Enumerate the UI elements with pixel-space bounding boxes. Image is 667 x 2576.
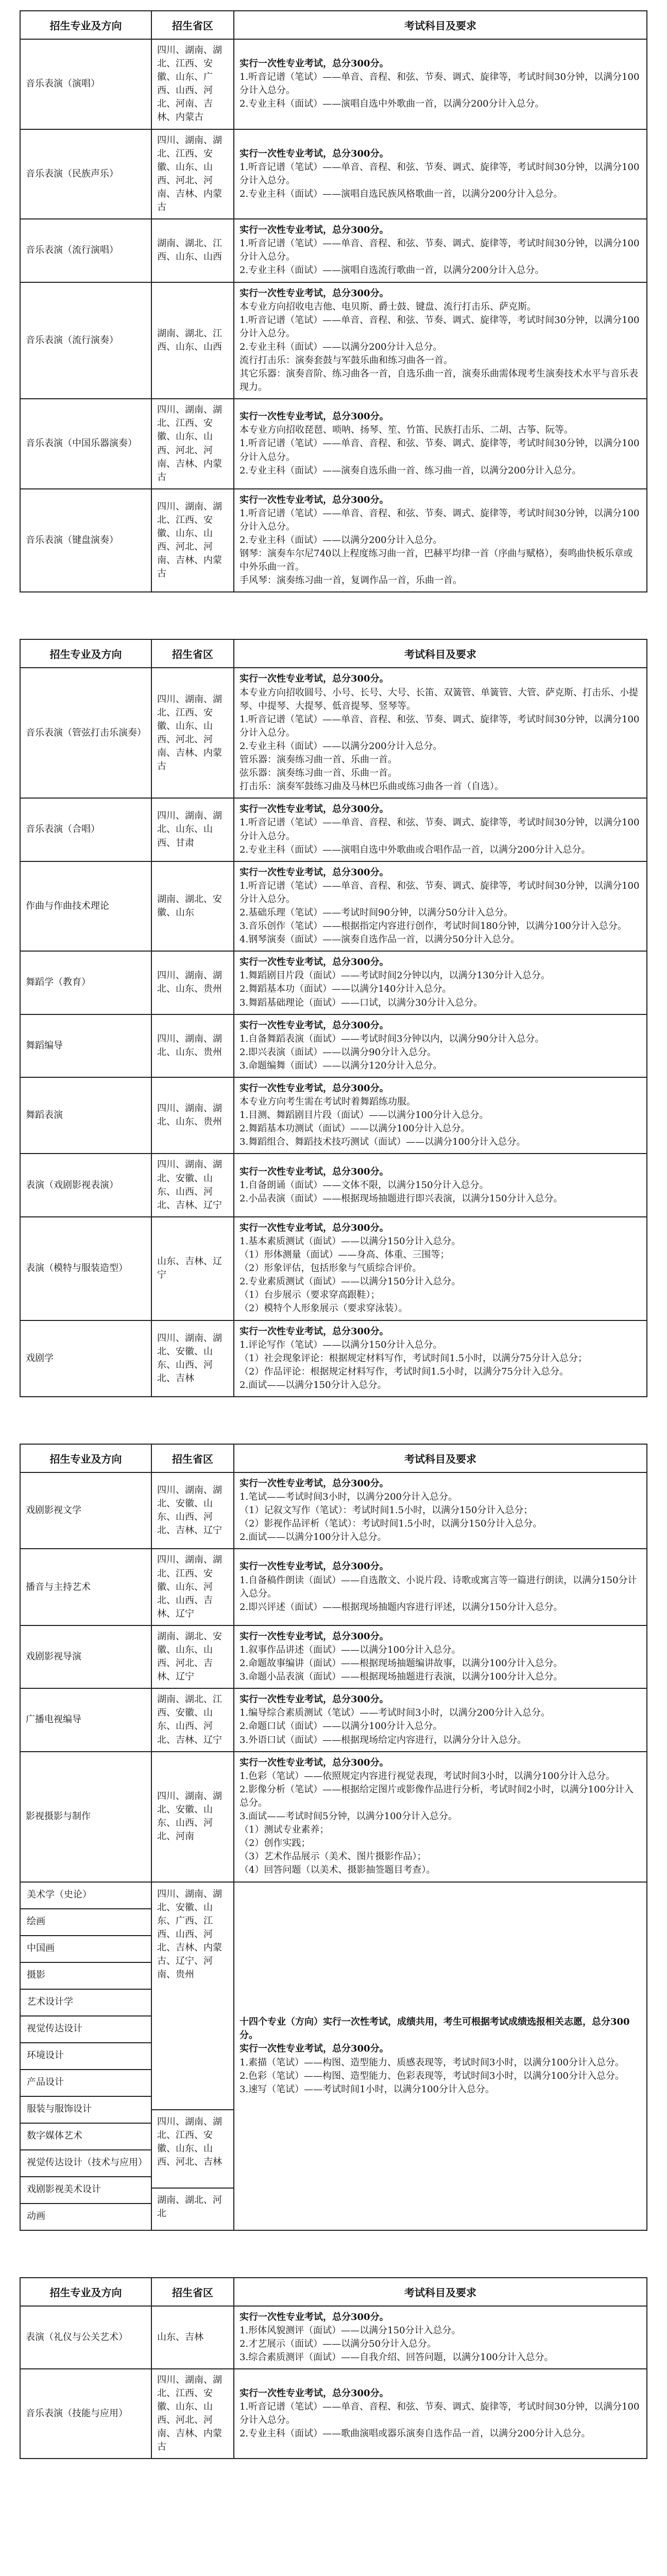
requirements-cell <box>234 489 647 592</box>
header-row <box>20 11 647 39</box>
major-cell: 动画 <box>20 2204 151 2230</box>
requirement-line: 2.即兴表演（面试）——以满分90分计入总分。 <box>240 1046 437 1058</box>
provinces-cell: 湖南、湖北、江西、山东、山西 <box>151 282 234 399</box>
provinces-cell: 山东、吉林、辽宁 <box>151 1217 234 1320</box>
requirement-line: 2.基础乐理（笔试）——考试时间90分钟，以满分50分计入总分。 <box>240 907 513 918</box>
requirement-line: 实行一次性专业考试，总分300分。 <box>240 1631 389 1642</box>
major-cell: 艺术设计学 <box>20 1989 151 2016</box>
requirements-cell <box>234 282 647 399</box>
provinces-cell: 四川、湖南、湖北、江西、安徽、山东、山西、河北、河南、吉林、内蒙古 <box>151 668 234 798</box>
requirements-cell <box>234 1077 647 1154</box>
requirement-line: 流行打击乐：演奏套鼓与军鼓乐曲和练习曲各一首。 <box>240 354 453 366</box>
requirement-line: 2.专业主科（面试）——以满分200分计入总分。 <box>240 341 442 352</box>
requirement-line: 其它乐器：演奏音阶、练习曲各一首，自选乐曲一首，演奏乐曲需体现考生演奏技术水平与音乐表现力。 <box>240 368 638 393</box>
requirement-line: 2.专业主科（面试）——以满分200分计入总分。 <box>240 535 442 546</box>
table-row <box>20 951 647 1014</box>
table-row <box>20 39 647 129</box>
requirement-line: 2.专业主科（面试）——演唱自选流行歌曲一首，以满分200分计入总分。 <box>240 265 544 276</box>
major-cell: 表演（模特与服装造型） <box>20 1217 151 1320</box>
table-row <box>20 282 647 399</box>
major-cell: 戏剧影视文学 <box>20 1472 151 1549</box>
major-cell: 音乐表演（管弦打击乐演奏） <box>20 668 151 798</box>
table-row <box>20 668 647 798</box>
major-cell: 影视摄影与制作 <box>20 1752 151 1882</box>
provinces-cell: 四川、湖南、湖北、江西、安徽、山东、河北、山西、吉林、辽宁 <box>151 1549 234 1625</box>
requirement-line: 2.专业主科（面试）——演唱自选中外歌曲或合唱作品一首，以满分200分计入总分。 <box>240 844 591 855</box>
requirements-cell <box>234 219 647 282</box>
requirement-line: 2.色彩（笔试）——构图、造型能力、色彩表现等，考试时间3小时，以满分100分计入总分。 <box>240 2070 624 2081</box>
major-cell: 数字媒体艺术 <box>20 2123 151 2150</box>
major-cell: 音乐表演（民族声乐） <box>20 129 151 219</box>
requirement-line: 实行一次性专业考试，总分300分。 <box>240 673 389 685</box>
requirement-line: 本专业方向招收琵琶、唢呐、扬琴、笙、竹笛、民族打击乐、二胡、古筝、阮等。 <box>240 425 573 436</box>
major-cell: 音乐表演（技能与应用） <box>20 2369 151 2459</box>
requirement-line: 1.基本素质测试（面试）——以满分150分计入总分。 <box>240 1235 461 1247</box>
requirement-line: 2.影像分析（笔试）——根据给定图片或影像作品进行分析，考试时间2小时，以满分100分计入总分。 <box>240 1784 634 1808</box>
requirement-line: 1.听音记谱（笔试）——单音、音程、和弦、节奏、调式、旋律等，考试时间30分钟，以满分100分计入总分。 <box>240 507 640 532</box>
requirement-line: 实行一次性专业考试，总分300分。 <box>240 1083 389 1094</box>
provinces-cell: 四川、湖南、湖北、山东、山西、甘肃 <box>151 798 234 861</box>
requirement-line: 1.舞蹈剧目片段（面试）——考试时间2分钟以内，以满分130分计入总分。 <box>240 970 550 981</box>
requirement-line: 3.命题编舞（面试）——以满分120分计入总分。 <box>240 1060 442 1071</box>
requirement-line: 实行一次性专业考试，总分300分。 <box>240 494 389 505</box>
provinces-cell: 四川、湖南、湖北、江西、安徽、山东、山西、河北、河南、吉林、内蒙古 <box>151 129 234 219</box>
requirement-line: 本专业方向招收电吉他、电贝斯、爵士鼓、键盘、流行打击乐、萨克斯。 <box>240 301 536 312</box>
column-header-provinces: 招生省区 <box>151 639 234 668</box>
requirement-line: 实行一次性专业考试，总分300分。 <box>240 1694 389 1705</box>
provinces-block: 四川、湖南、湖北、安徽、山东、广西、江西、山西、河北、吉林、内蒙古、辽宁、河南、贵州 <box>152 1883 233 2110</box>
requirement-line: （2）作品评论：根据规定材料写作，考试时间1.5小时，以满分75分计入总分。 <box>240 1366 569 1377</box>
requirement-line: 十四个专业（方向）实行一次性考试，成绩共用，考生可根据考试成绩选报相关志愿，总分300分。 <box>240 2016 630 2041</box>
provinces-cell: 四川、湖南、湖北、山东、贵州 <box>151 1077 234 1154</box>
requirement-line: 2.才艺展示（面试）——以满分50分计入总分。 <box>240 2338 437 2349</box>
admission-table <box>20 2277 647 2460</box>
requirement-line: 2.小品表演（面试）——根据现场抽题进行即兴表演，以满分150分计入总分。 <box>240 1193 563 1204</box>
requirement-line: 1.听音记谱（笔试）——单音、音程、和弦、节奏、调式、旋律等，考试时间30分钟，以满分100分计入总分。 <box>240 880 640 905</box>
header-row <box>20 1444 647 1472</box>
provinces-cell: 山东、吉林 <box>151 2306 234 2369</box>
column-header-major: 招生专业及方向 <box>20 2278 151 2306</box>
requirement-line: （2）模特个人形象展示（要求穿泳装）。 <box>240 1303 408 1314</box>
requirement-line: 1.素描（笔试）——构图、造型能力、质感表现等，考试时间3小时，以满分100分计入总分。 <box>240 2057 624 2068</box>
requirements-cell <box>234 1688 647 1751</box>
requirement-line: （2）创作实践； <box>240 1838 311 1849</box>
requirement-line: 1.听音记谱（笔试）——单音、音程、和弦、节奏、调式、旋律等，考试时间30分钟，以满分100分计入总分。 <box>240 161 640 186</box>
major-cell: 舞蹈表演 <box>20 1077 151 1154</box>
requirement-line: 实行一次性专业考试，总分300分。 <box>240 2043 389 2055</box>
column-header-requirements: 考试科目及要求 <box>234 1444 647 1472</box>
provinces-cell: 四川、湖南、湖北、山东、贵州 <box>151 1014 234 1077</box>
table-row <box>20 489 647 592</box>
requirement-line: 1.听音记谱（笔试）——单音、音程、和弦、节奏、调式、旋律等，考试时间30分钟，以满分100分计入总分。 <box>240 438 640 463</box>
requirement-line: 2.舞蹈基本功测试（面试）——以满分100分计入总分。 <box>240 1123 470 1134</box>
major-cell: 视觉传达设计（技术与应用） <box>20 2150 151 2177</box>
requirements-cell <box>234 951 647 1014</box>
provinces-block: 湖南、湖北、河北 <box>157 2194 222 2219</box>
requirement-line: 实行一次性专业考试，总分300分。 <box>240 1478 389 1489</box>
table-row <box>20 2369 647 2459</box>
requirement-line: 1.听音记谱（笔试）——单音、音程、和弦、节奏、调式、旋律等，考试时间30分钟，以满分100分计入总分。 <box>240 2401 640 2426</box>
requirement-line: （1）形体测量（面试）——身高、体重、三围等； <box>240 1249 450 1261</box>
table-row <box>20 1014 647 1077</box>
requirements-cell <box>234 1154 647 1216</box>
requirement-line: 实行一次性专业考试，总分300分。 <box>240 957 389 968</box>
major-cell: 表演（礼仪与公关艺术） <box>20 2306 151 2369</box>
requirements-cell <box>234 798 647 861</box>
provinces-cell: 四川、湖南、湖北、山东、贵州 <box>151 951 234 1014</box>
requirement-line: 2.命题口试（面试）——以满分100分计入总分。 <box>240 1721 442 1732</box>
table-row <box>20 798 647 861</box>
table-row <box>20 1752 647 1882</box>
requirement-line: （1）记叙文写作（笔试）：考试时间1.5小时，以满分150分计入总分； <box>240 1505 533 1516</box>
major-cell: 表演（戏剧影视表演） <box>20 1154 151 1216</box>
requirement-line: 3.外语口试（面试）——根据现场给定内容进行，以满分分计入总分。 <box>240 1734 527 1745</box>
requirement-line: 2.命题故事编讲（面试）——根据现场抽题编讲故事，以满分100分计入总分。 <box>240 1658 563 1669</box>
requirement-line: 实行一次性专业考试，总分300分。 <box>240 1020 389 1031</box>
provinces-block: 四川、湖南、湖北、江西、安徽、山东、山西、河北、吉林 <box>152 2110 233 2189</box>
requirement-line: 2.专业主科（面试）——演奏自选乐曲一首、练习曲一首，以满分200分计入总分。 <box>240 465 582 476</box>
requirement-line: 3.面试——考试时间5分钟，以满分100分计入总分。 <box>240 1811 457 1822</box>
requirements-cell <box>234 1625 647 1688</box>
requirement-line: 1.叙事作品讲述（面试）——以满分100分计入总分。 <box>240 1645 461 1655</box>
provinces-cell: 湖南、湖北、安徽、山东、山西、河北、吉林、辽宁 <box>151 1625 234 1688</box>
provinces-cell: 四川、湖南、湖北、安徽、山东、山西、河北、吉林 <box>151 1320 234 1397</box>
requirement-line: 2.专业主科（面试）——演唱自选民族风格歌曲一首，以满分200分计入总分。 <box>240 188 563 199</box>
provinces-cell: 四川、湖南、湖北、安徽、山东、山西、河北、吉林、辽宁 <box>151 1472 234 1549</box>
provinces-cell: 四川、湖南、湖北、江西、安徽、山东、山西、河北、河南、吉林、内蒙古 <box>151 489 234 592</box>
major-cell: 舞蹈编导 <box>20 1014 151 1077</box>
requirements-cell <box>234 1472 647 1549</box>
table-row <box>20 219 647 282</box>
requirement-line: （1）台步展示（要求穿高跟鞋）； <box>240 1290 380 1301</box>
requirement-line: 打击乐：演奏军鼓练习曲及马林巴乐曲或练习曲各一首（自选）。 <box>240 781 504 792</box>
requirement-line: 实行一次性专业考试，总分300分。 <box>240 58 389 70</box>
requirement-line: 管乐器：演奏练习曲一首、乐曲一首。 <box>240 754 397 766</box>
requirement-line: 1.目测、舞蹈剧目片段（面试）——以满分100分计入总分。 <box>240 1110 489 1121</box>
requirement-line: 2.即兴评述（面试）——根据现场抽题内容进行评述，以满分150分计入总分。 <box>240 1601 563 1613</box>
column-header-major: 招生专业及方向 <box>20 1444 151 1472</box>
requirement-line: 实行一次性专业考试，总分300分。 <box>240 804 389 815</box>
major-cell: 戏剧学 <box>20 1320 151 1397</box>
major-cell: 视觉传达设计 <box>20 2016 151 2043</box>
requirement-line: 实行一次性专业考试，总分300分。 <box>240 1166 389 1177</box>
major-cell: 戏剧影视导演 <box>20 1625 151 1688</box>
requirements-cell <box>234 1014 647 1077</box>
header-row <box>20 639 647 668</box>
major-cell: 作曲与作曲技术理论 <box>20 861 151 952</box>
requirements-cell <box>234 1549 647 1625</box>
provinces-cell: 四川、湖南、湖北、安徽、山东、山西、河北、吉林、辽宁 <box>151 1154 234 1216</box>
provinces-cell: 湖南、湖北、江西、山东、山西 <box>151 219 234 282</box>
requirement-line: 实行一次性专业考试，总分300分。 <box>240 1757 389 1768</box>
requirements-cell <box>234 399 647 489</box>
provinces-cell: 四川、湖南、湖北、江西、安徽、山东、山西、河北、河南、吉林、内蒙古 <box>151 399 234 489</box>
table-row <box>20 2306 647 2369</box>
column-header-requirements: 考试科目及要求 <box>234 2278 647 2306</box>
requirement-line: （4）回答问题（以美术、摄影抽签题目考查）。 <box>240 1865 436 1876</box>
table-row <box>20 1882 647 1909</box>
major-cell: 音乐表演（键盘演奏） <box>20 489 151 592</box>
requirements-cell <box>234 2369 647 2459</box>
major-cell: 环境设计 <box>20 2043 151 2070</box>
requirement-line: 本专业方向招收圆号、小号、长号、大号、长笛、双簧管、单簧管、大管、萨克斯、打击乐、小提琴、中提琴、大提琴、低音提琴、竖琴等。 <box>240 687 638 711</box>
requirement-line: 3.舞蹈基础理论（面试）——口试，以满分30分计入总分。 <box>240 997 483 1008</box>
requirement-line: 2.面试——以满分150分计入总分。 <box>240 1379 387 1391</box>
requirement-line: 1.形体风貌测评（面试）——以满分150分计入总分。 <box>240 2325 461 2336</box>
table-row <box>20 399 647 489</box>
column-header-provinces: 招生省区 <box>151 1444 234 1472</box>
requirements-cell <box>234 2306 647 2369</box>
requirement-line: 4.钢琴演奏（面试）——演奏自选作品一首，以满分50分计入总分。 <box>240 934 520 945</box>
column-header-requirements: 考试科目及要求 <box>234 11 647 39</box>
table-row <box>20 1320 647 1397</box>
major-cell: 音乐表演（合唱） <box>20 798 151 861</box>
requirements-cell <box>234 1752 647 1882</box>
requirements-cell <box>234 129 647 219</box>
table-row <box>20 1625 647 1688</box>
requirement-line: （2）形象评估，包括形象与气质综合评价。 <box>240 1263 422 1274</box>
major-cell: 音乐表演（中国乐器演奏） <box>20 399 151 489</box>
requirement-line: 1.笔试——考试时间3小时，以满分200分计入总分。 <box>240 1492 457 1503</box>
requirement-line: 2.专业主科（面试）——歌曲演唱或器乐演奏自选作品一首，以满分200分计入总分。 <box>240 2428 591 2439</box>
requirement-line: 本专业方向考生需在考试时着舞蹈练功服。 <box>240 1096 416 1108</box>
table-row <box>20 129 647 219</box>
column-header-provinces: 招生省区 <box>151 11 234 39</box>
requirement-line: 1.听音记谱（笔试）——单音、音程、和弦、节奏、调式、旋律等，考试时间30分钟，以满分100分计入总分。 <box>240 817 640 842</box>
provinces-cell <box>151 1882 234 2230</box>
table-row <box>20 1154 647 1216</box>
requirement-line: 1.编导综合素质测试（笔试）——考试时间3小时，以满分200分计入总分。 <box>240 1707 550 1719</box>
table-row <box>20 1077 647 1154</box>
requirement-line: 实行一次性专业考试，总分300分。 <box>240 1222 389 1233</box>
requirement-line: 实行一次性专业考试，总分300分。 <box>240 411 389 422</box>
requirement-line: 2.专业主科（面试）——演唱自选中外歌曲一首，以满分200分计入总分。 <box>240 98 544 110</box>
requirement-line: 3.综合素质测评（面试）——自我介绍、回答问题，以满分100分计入总分。 <box>240 2351 554 2363</box>
requirements-cell <box>234 668 647 798</box>
requirement-line: 3.舞蹈组合、舞蹈技术技巧测试（面试）——以满分100分计入总分。 <box>240 1137 526 1148</box>
admission-table <box>20 1444 647 2231</box>
major-cell: 舞蹈学（教育） <box>20 951 151 1014</box>
requirement-line: 3.音乐创作（笔试）——根据指定内容进行创作，考试时间180分钟，以满分100分计入总分。 <box>240 921 627 932</box>
requirement-line: 2.专业主科（面试）——以满分200分计入总分。 <box>240 740 442 752</box>
requirement-line: 钢琴：演奏车尔尼740以上程度练习曲一首，巴赫平均律一首（序曲与赋格），奏鸣曲快板乐章或中外乐曲一首。 <box>240 548 633 573</box>
requirement-line: 实行一次性专业考试，总分300分。 <box>240 1561 389 1572</box>
requirement-line: 实行一次性专业考试，总分300分。 <box>240 287 389 299</box>
major-cell: 戏剧影视美术设计 <box>20 2177 151 2204</box>
requirement-line: 1.听音记谱（笔试）——单音、音程、和弦、节奏、调式、旋律等，考试时间30分钟，以满分100分计入总分。 <box>240 714 640 738</box>
requirement-line: 1.自备稿件朗读（面试）——自选散文、小说片段、诗歌或寓言等一篇进行朗读，以满分150分计入总分。 <box>240 1574 637 1599</box>
table-row <box>20 861 647 952</box>
requirement-line: 3.速写（笔试）——考试时间1小时，以满分100分计入总分。 <box>240 2083 494 2095</box>
requirements-cell <box>234 39 647 129</box>
requirement-line: （2）影视作品评析（笔试）：考试时间1.5小时，以满分150分计入总分。 <box>240 1518 542 1530</box>
major-cell: 服装与服饰设计 <box>20 2096 151 2123</box>
requirement-line: 1.自备舞蹈表演（面试）——考试时间3分钟以内，以满分90分计入总分。 <box>240 1033 544 1044</box>
requirement-line: （1）测试专业素养； <box>240 1824 329 1836</box>
requirement-line: 实行一次性专业考试，总分300分。 <box>240 2311 389 2323</box>
major-cell: 播音与主持艺术 <box>20 1549 151 1625</box>
requirement-line: 1.自备朗诵（面试）——文体不限，以满分150分计入总分。 <box>240 1179 489 1191</box>
requirement-line: 2.专业素质测试（面试）——以满分150分计入总分。 <box>240 1276 461 1287</box>
requirements-cell <box>234 861 647 952</box>
requirement-line: 手风琴：演奏练习曲一首，复调作品一首，乐曲一首。 <box>240 575 462 586</box>
column-header-major: 招生专业及方向 <box>20 11 151 39</box>
admission-table <box>20 10 647 592</box>
major-cell: 音乐表演（流行演唱） <box>20 219 151 282</box>
requirement-line: 实行一次性专业考试，总分300分。 <box>240 225 389 236</box>
requirement-line: 实行一次性专业考试，总分300分。 <box>240 148 389 159</box>
major-cell: 美术学（史论） <box>20 1882 151 1909</box>
table-row <box>20 1217 647 1320</box>
column-header-requirements: 考试科目及要求 <box>234 639 647 668</box>
requirement-line: 实行一次性专业考试，总分300分。 <box>240 1326 389 1337</box>
major-cell: 中国画 <box>20 1936 151 1962</box>
column-header-major: 招生专业及方向 <box>20 639 151 668</box>
requirement-line: （1）社会现象评论：根据规定材料写作，考试时间1.5小时，以满分75分计入总分； <box>240 1352 587 1364</box>
major-cell: 广播电视编导 <box>20 1688 151 1751</box>
major-cell: 产品设计 <box>20 2070 151 2096</box>
requirement-line: 2.面试——以满分100分计入总分。 <box>240 1532 387 1543</box>
requirement-line: 1.听音记谱（笔试）——单音、音程、和弦、节奏、调式、旋律等，考试时间30分钟，以满分100分计入总分。 <box>240 238 640 263</box>
table-row <box>20 1472 647 1549</box>
admission-table <box>20 639 647 1397</box>
provinces-cell: 四川、湖南、湖北、江西、安徽、山东、广西、山西、河北、河南、吉林、内蒙古 <box>151 39 234 129</box>
requirements-cell <box>234 1320 647 1397</box>
provinces-cell: 湖南、湖北、安徽、山东 <box>151 861 234 952</box>
requirement-line: 1.色彩（笔试）——依照规定内容进行视觉表现，考试时间3小时，以满分100分计入总分。 <box>240 1770 615 1782</box>
column-header-provinces: 招生省区 <box>151 2278 234 2306</box>
requirements-cell <box>234 1882 647 2230</box>
table-row <box>20 1688 647 1751</box>
requirement-line: 3.命题小品表演（面试）——根据现场抽题进行表演，以满分100分计入总分。 <box>240 1671 563 1683</box>
major-cell: 绘画 <box>20 1909 151 1936</box>
requirement-line: 实行一次性专业考试，总分300分。 <box>240 867 389 878</box>
requirement-line: （3）艺术作品展示（美术、图片摄影作品）； <box>240 1851 426 1862</box>
requirement-line: 2.舞蹈基本功（面试）——以满分140分计入总分。 <box>240 984 452 995</box>
major-cell: 音乐表演（演唱） <box>20 39 151 129</box>
major-cell: 摄影 <box>20 1962 151 1989</box>
requirement-line: 1.听音记谱（笔试）——单音、音程、和弦、节奏、调式、旋律等，考试时间30分钟，以满分100分计入总分。 <box>240 314 640 339</box>
requirements-cell <box>234 1217 647 1320</box>
provinces-cell: 四川、湖南、湖北、安徽、山东、山西、河北、河南 <box>151 1752 234 1882</box>
major-cell: 音乐表演（流行演奏） <box>20 282 151 399</box>
requirement-line: 1.听音记谱（笔试）——单音、音程、和弦、节奏、调式、旋律等，考试时间30分钟，以满分100分计入总分。 <box>240 72 640 96</box>
provinces-cell: 四川、湖南、湖北、江西、安徽、山东、山西、河北、河南、吉林、内蒙古 <box>151 2369 234 2459</box>
requirement-line: 实行一次性专业考试，总分300分。 <box>240 2387 389 2399</box>
header-row <box>20 2278 647 2306</box>
provinces-cell: 湖南、湖北、江西、安徽、山东、山西、河北、吉林、辽宁 <box>151 1688 234 1751</box>
requirement-line: 弦乐器：演奏练习曲一首、乐曲一首。 <box>240 768 397 779</box>
requirement-line: 1.评论写作（笔试）——以满分150分计入总分。 <box>240 1339 442 1350</box>
table-row <box>20 1549 647 1625</box>
